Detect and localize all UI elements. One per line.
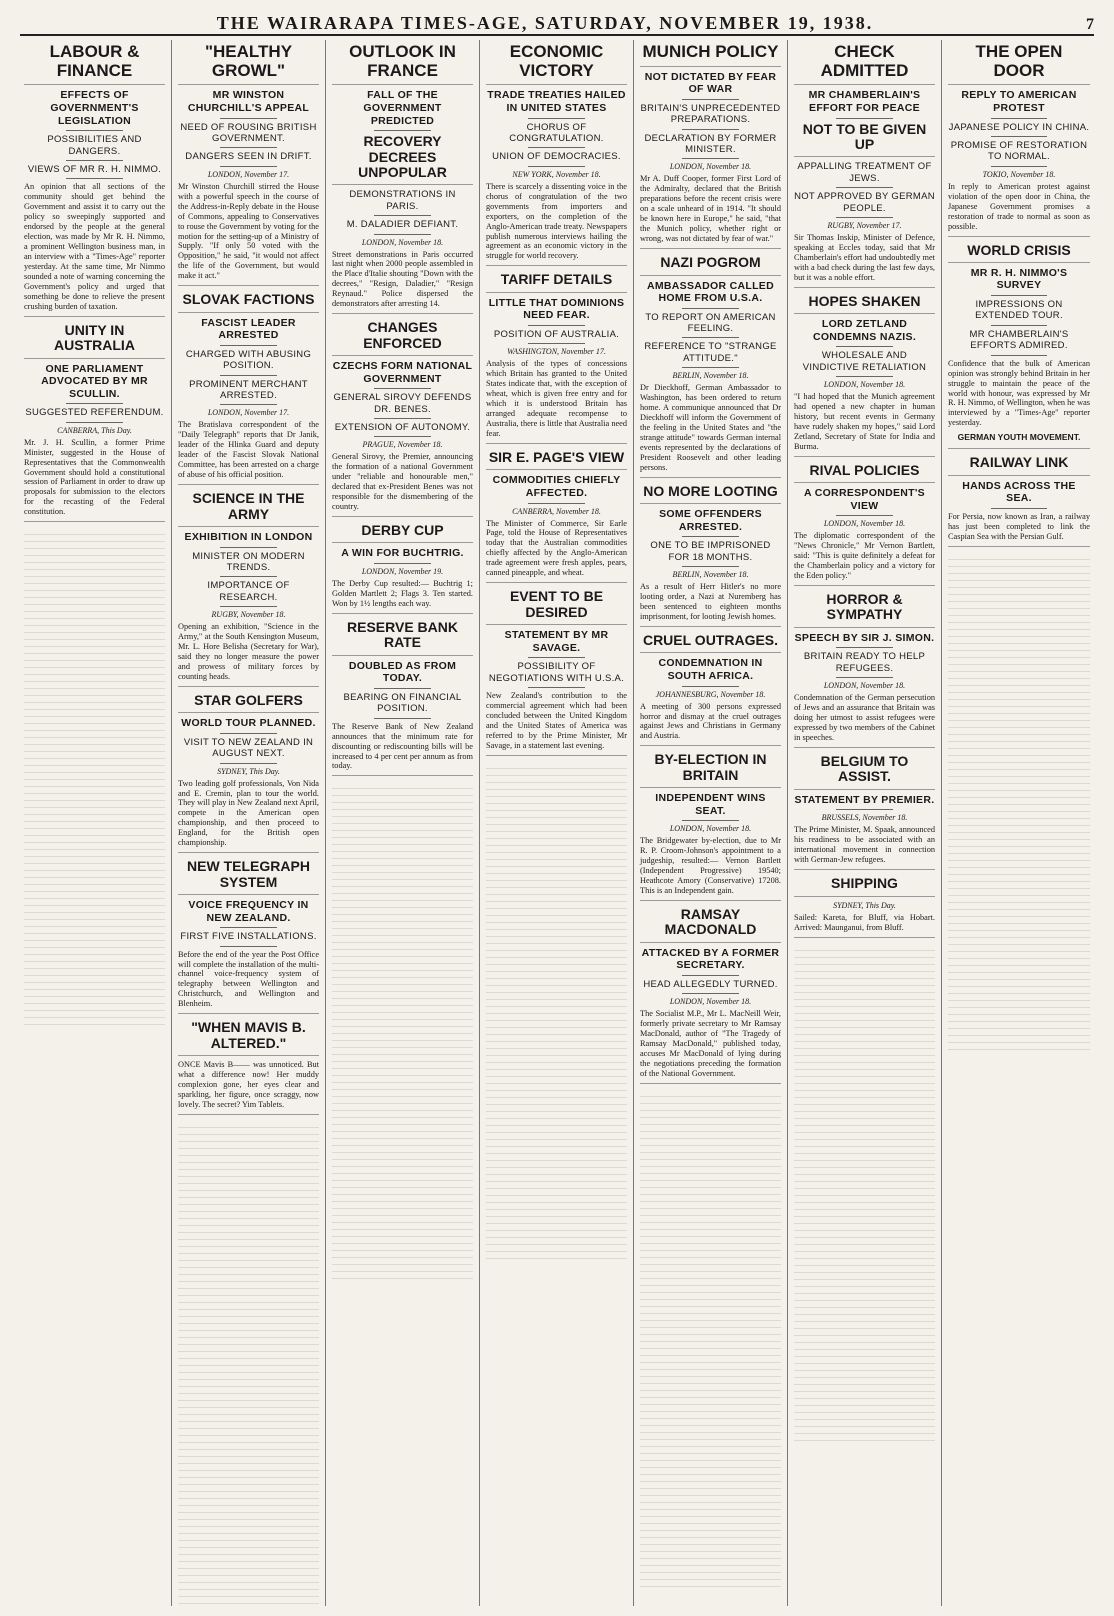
article-deck: STATEMENT BY MR SAVAGE.: [504, 629, 609, 654]
article-body: General Sirovy, the Premier, announcing the formation of a national Government under "reliable and honourable men," declared that ex-President Benes was not responsible for the dismembering of the country.: [332, 452, 473, 512]
article-body: Street demonstrations in Paris occurred last night when 2000 people assembled in the Place d'Italie shouting "Down with the decrees," "Resign, Daladier," "Resign Reynaud." Police dispersed the demonstrators after arresting 14.: [332, 249, 473, 309]
deck-rule: [528, 657, 584, 658]
article-deck: MR CHAMBERLAIN'S EFFORT FOR PEACE: [808, 89, 921, 114]
deck-rule: [528, 118, 584, 119]
article: [640, 907, 781, 1084]
deck-rule: [682, 337, 738, 338]
article-dateline: PRAGUE, November 18.: [362, 440, 443, 450]
deck-rule: [220, 946, 276, 947]
deck-rule: [991, 166, 1048, 167]
article-dateline: BERLIN, November 18.: [672, 570, 749, 580]
deck-rule: [836, 376, 892, 377]
article-body: The Prime Minister, M. Spaak, announced his readiness to be associated with an international movement in connection with German-Jew refugees.: [794, 825, 935, 865]
deck-rule: [528, 343, 584, 344]
article: [640, 633, 781, 746]
article-deck: M. DALADIER DEFIANT.: [346, 219, 459, 231]
deck-rule: [220, 576, 276, 577]
article-deck: HANDS ACROSS THE SEA.: [962, 479, 1076, 505]
article-dateline: LONDON, November 17.: [207, 408, 290, 418]
article-headline: BELGIUM TO ASSIST.: [794, 754, 935, 790]
article: [640, 484, 781, 627]
article: [640, 752, 781, 901]
continued-text-lines: [486, 762, 627, 1262]
deck-rule: [991, 355, 1048, 356]
article-body: As a result of Herr Hitler's no more looting order, a Nazi at Nuremberg has been sentenced to eighteen months imprisonment, for looting Jewish homes.: [640, 582, 781, 622]
article: [332, 43, 473, 314]
article-dateline: SYDNEY, This Day.: [833, 900, 896, 910]
article: [178, 43, 319, 286]
article-deck: PROMINENT MERCHANT ARRESTED.: [189, 378, 308, 402]
article-deck: DEMONSTRATIONS IN PARIS.: [349, 189, 456, 212]
deck-rule: [682, 820, 738, 821]
deck-rule: [682, 308, 738, 309]
article-deck: ATTACKED BY A FORMER SECRETARY.: [641, 946, 780, 972]
deck-rule: [66, 403, 122, 404]
article-deck: INDEPENDENT WINS SEAT.: [655, 792, 766, 817]
article: [486, 589, 627, 755]
article: [794, 592, 935, 748]
article-body: Opening an exhibition, "Science in the Army," at the South Kensington Museum, Mr. L. Hore Belisha (Secretary for War), said they no longer measure the power and prowess of military forces by counting heads.: [178, 622, 319, 681]
deck-rule: [220, 733, 276, 734]
article-body: ONCE Mavis B—— was unnoticed. But what a difference now! Her muddy complexion gone, her eyes clear and sparkling, her figure, once scraggy, now lovely. The secret? Yim Tablets.: [178, 1060, 319, 1109]
article-deck: COMMODITIES CHIEFLY AFFECTED.: [492, 474, 621, 499]
article-headline: SCIENCE IN THE ARMY: [178, 491, 319, 527]
deck-rule: [220, 166, 276, 167]
deck-rule: [991, 136, 1048, 137]
article-deck: FASCIST LEADER ARRESTED: [201, 316, 296, 342]
article-deck: IMPORTANCE OF RESEARCH.: [207, 580, 290, 603]
deck-rule: [682, 99, 738, 100]
article-dateline: LONDON, November 17.: [207, 169, 290, 179]
page-number: 7: [1086, 16, 1094, 33]
deck-rule: [682, 993, 738, 994]
article: [486, 450, 627, 583]
article-deck: BRITAIN'S UNPRECEDENTED PREPARATIONS.: [640, 102, 781, 126]
deck-rule: [836, 118, 892, 119]
newspaper-columns: [18, 40, 1096, 1606]
article-deck: NOT APPROVED BY GERMAN PEOPLE.: [794, 191, 935, 214]
article-headline: SIR E. PAGE'S VIEW: [486, 450, 627, 470]
article-deck: BRITAIN READY TO HELP REFUGEES.: [803, 651, 926, 674]
article-deck: DANGERS SEEN IN DRIFT.: [185, 151, 312, 163]
article: [178, 693, 319, 853]
article-deck: A WIN FOR BUCHTRIG.: [341, 547, 464, 560]
deck-rule: [66, 422, 122, 423]
article-deck: JAPANESE POLICY IN CHINA.: [948, 121, 1090, 133]
deck-rule: [682, 129, 738, 130]
article-headline: CRUEL OUTRAGES.: [640, 633, 781, 653]
article-body: For Persia, now known as Iran, a railway has just been completed to link the Caspian Sea with the Persian Gulf.: [948, 511, 1090, 541]
deck-rule: [374, 130, 430, 131]
article-deck: HEAD ALLEGEDLY TURNED.: [643, 979, 778, 991]
article: [794, 294, 935, 457]
deck-rule: [220, 763, 276, 764]
article-deck: NOT DICTATED BY FEAR OF WAR: [644, 70, 777, 96]
deck-rule: [66, 160, 122, 161]
article-headline: NO MORE LOOTING: [640, 484, 781, 504]
article-body: The Derby Cup resulted:— Buchtrig 1; Golden Martlett 2; Flags 3. Ten started. Won by 1½ lengths each way.: [332, 579, 473, 608]
deck-rule: [220, 375, 276, 376]
article-headline: HOPES SHAKEN: [794, 294, 935, 314]
article-body: Sir Thomas Inskip, Minister of Defence, speaking at Eccles today, said that Mr Chamberlain's effort had undoubtedly met with a bad check during the last few days, but it was a noble effort.: [794, 232, 935, 282]
deck-rule: [682, 367, 738, 368]
article-body: Sailed: Kareta, for Bluff, via Hobart. Arrived: Maunganui, from Bluff.: [794, 912, 935, 932]
article-deck: EFFECTS OF GOVERNMENT'S LEGISLATION: [50, 89, 139, 127]
article-dateline: RUGBY, November 17.: [827, 220, 902, 230]
deck-rule: [220, 547, 276, 548]
article-dateline: NEW YORK, November 18.: [512, 169, 601, 179]
article: [178, 859, 319, 1014]
article-subhead: GERMAN YOUTH MOVEMENT.: [957, 432, 1081, 443]
deck-rule: [682, 158, 738, 159]
deck-rule: [220, 147, 276, 148]
deck-rule: [220, 345, 276, 346]
deck-rule: [991, 508, 1048, 509]
article-deck: FIRST FIVE INSTALLATIONS.: [180, 931, 317, 943]
deck-rule: [682, 686, 738, 687]
article-dateline: CANBERRA, November 18.: [512, 506, 601, 516]
article-dateline: LONDON, November 18.: [669, 824, 752, 834]
article-deck: APPALLING TREATMENT OF JEWS.: [797, 161, 932, 184]
article: [948, 455, 1090, 546]
article-headline: MUNICH POLICY: [640, 43, 781, 67]
article-body: Mr Winston Churchill stirred the House with a powerful speech in the course of the Address-in-Reply debate in the House of Commons, appealing to Conservatives to rouse the Government by voting for the motion for the setting-up of a Ministry of Supply. "If only 50 voted with the Opposition," he said, "it would not affect the life of the Government, but would make it act.": [178, 181, 319, 281]
article-deck: CHORUS OF CONGRATULATION.: [509, 121, 604, 144]
article-headline: RAMSAY MACDONALD: [640, 907, 781, 943]
article-dateline: BRUSSELS, November 18.: [821, 813, 908, 823]
article-dateline: LONDON, November 18.: [823, 380, 906, 390]
deck-rule: [836, 346, 892, 347]
deck-rule: [836, 515, 892, 516]
article-headline: SLOVAK FACTIONS: [178, 292, 319, 312]
article-dateline: LONDON, November 18.: [669, 162, 752, 172]
column-6: [788, 40, 942, 1606]
continued-text-lines: [948, 553, 1090, 1053]
article: [178, 292, 319, 485]
article-dateline: LONDON, November 18.: [823, 519, 906, 529]
article-headline: NEW TELEGRAPH SYSTEM: [178, 859, 319, 895]
article: [948, 43, 1090, 237]
article-dateline: LONDON, November 18.: [361, 237, 444, 247]
deck-rule: [374, 215, 430, 216]
column-2: [172, 40, 326, 1606]
article-deck: LITTLE THAT DOMINIONS NEED FEAR.: [488, 296, 625, 322]
article-deck: EXTENSION OF AUTONOMY.: [334, 421, 471, 433]
article-headline: BY-ELECTION IN BRITAIN: [640, 752, 781, 788]
article-deck: CZECHS FORM NATIONAL GOVERNMENT: [332, 360, 473, 385]
article-headline: NAZI POGROM: [640, 255, 781, 275]
deck-rule: [836, 647, 892, 648]
deck-rule: [66, 178, 122, 179]
article-headline: UNITY IN AUSTRALIA: [24, 323, 165, 359]
article: [794, 754, 935, 870]
deck-rule: [220, 927, 276, 928]
column-4: [480, 40, 634, 1606]
article-deck: UNION OF DEMOCRACIES.: [492, 151, 621, 163]
article-deck: STATEMENT BY PREMIER.: [794, 793, 935, 806]
deck-rule: [374, 234, 430, 235]
article-deck: POSSIBILITY OF NEGOTIATIONS WITH U.S.A.: [488, 661, 625, 684]
column-7: [942, 40, 1096, 1606]
article-body: There is scarcely a dissenting voice in the chorus of congratulation of the two governments from importers and exporters, on the completion of the Anglo-American trade treaty. Newspapers publish numerous interviews hailing the agreement as an economic victory in the struggle for world recovery.: [486, 181, 627, 261]
deck-rule: [220, 404, 276, 405]
article-deck: ONE PARLIAMENT ADVOCATED BY MR SCULLIN.: [41, 362, 148, 400]
article: [486, 272, 627, 444]
masthead: [20, 6, 1094, 36]
article-deck: VIEWS OF MR R. H. NIMMO.: [27, 163, 162, 175]
article-headline: OUTLOOK IN FRANCE: [332, 43, 473, 85]
deck-rule: [220, 606, 276, 607]
article-deck: MR CHAMBERLAIN'S EFFORTS ADMIRED.: [969, 328, 1069, 352]
article-deck: EXHIBITION IN LONDON: [184, 530, 313, 543]
article-body: Mr A. Duff Cooper, former First Lord of the Admiralty, declared that the British preparations before the recent crisis were on a scale unheard of in 1914. "It should be known here in Europe," he said, "that the Munich policy, whether right or wrong, was not dictated by fear of war.": [640, 174, 781, 244]
deck-rule: [220, 118, 276, 119]
article-deck: BEARING ON FINANCIAL POSITION.: [343, 691, 462, 715]
deck-rule: [836, 217, 892, 218]
column-3: [326, 40, 480, 1606]
article: [948, 243, 1090, 450]
article-deck: DOUBLED AS FROM TODAY.: [348, 659, 457, 685]
deck-rule: [991, 325, 1048, 326]
article-deck: FALL OF THE GOVERNMENT PREDICTED: [363, 89, 442, 127]
article-body: Condemnation of the German persecution of Jews and an assurance that Britain was doing her utmost to assist refugees were expressed by two members of the Cabinet in speeches.: [794, 693, 935, 743]
article-headline: WORLD CRISIS: [948, 243, 1090, 263]
deck-rule: [528, 166, 584, 167]
deck-rule: [991, 295, 1048, 296]
article-deck: TRADE TREATIES HAILED IN UNITED STATES: [487, 89, 626, 114]
article-dateline: WASHINGTON, November 17.: [507, 347, 606, 357]
article-deck: MR WINSTON CHURCHILL'S APPEAL: [187, 89, 310, 114]
article-headline: TARIFF DETAILS: [486, 272, 627, 292]
article-deck: CHARGED WITH ABUSING POSITION.: [185, 348, 312, 372]
article-body: The Minister of Commerce, Sir Earle Page, told the House of Representatives today that the Australian commodities chiefly affected by the Anglo-American trade agreement were fresh apples, pears, canned pineapple, and wheat.: [486, 518, 627, 578]
article-deck: GENERAL SIROVY DEFENDS DR. BENES.: [333, 392, 472, 415]
article-body: Mr. J. H. Scullin, a former Prime Minister, suggested in the House of Representatives that the Commonwealth Government should hold a constitutional session of Parliament in order to draw up proposals for submission to the electors for the recasting of the Federal constitution.: [24, 437, 165, 517]
deck-rule: [528, 503, 584, 504]
article-dateline: JOHANNESBURG, November 18.: [655, 689, 766, 699]
article-dateline: SYDNEY, This Day.: [217, 766, 280, 776]
article-body: Confidence that the bulk of American opinion was strongly behind Britain in her struggle to maintain the peace of the world with honour, was expressed by Mr R. H. Nimmo, of Wellington, when he was interviewed by a "Times-Age" reporter yesterday.: [948, 358, 1090, 428]
article-body: The Bratislava correspondent of the "Daily Telegraph" reports that Dr Janik, leader of the Hlinka Guard and deputy leader of the Fascist Slovak National Committee, has been arrested on a charge of abuse of his official position.: [178, 420, 319, 480]
deck-rule: [374, 388, 430, 389]
article-headline: CHECK ADMITTED: [794, 43, 935, 85]
article-deck: REFERENCE TO "STRANGE ATTITUDE.": [644, 341, 777, 364]
article-deck: CONDEMNATION IN SOUTH AFRICA.: [658, 657, 763, 682]
article: [332, 523, 473, 614]
article-subheadline: NOT TO BE GIVEN UP: [794, 122, 935, 158]
column-5: [634, 40, 788, 1606]
article-deck: REPLY TO AMERICAN PROTEST: [961, 89, 1077, 114]
article-body: The Socialist M.P., Mr L. MacNeill Weir, formerly private secretary to Mr Ramsay MacDonald, author of "The Tragedy of Ramsay MacDonald," published today, accuses Mr MacDonald of lying during the negotiations preceding the formation of the National Government.: [640, 1009, 781, 1079]
article-dateline: TOKIO, November 18.: [982, 169, 1056, 179]
article: [794, 463, 935, 586]
article-deck: VOICE FREQUENCY IN NEW ZEALAND.: [188, 899, 309, 924]
article-body: In reply to American protest against violation of the open door in China, the Japanese Government promises a restoration of trade to normal as soon as possible.: [948, 181, 1090, 231]
article-deck: MR R. H. NIMMO'S SURVEY: [970, 266, 1068, 292]
article: [332, 320, 473, 517]
deck-rule: [682, 566, 738, 567]
deck-rule: [374, 688, 430, 689]
article-deck: NEED OF ROUSING BRITISH GOVERNMENT.: [180, 121, 317, 144]
deck-rule: [991, 118, 1048, 119]
article-dateline: LONDON, November 18.: [823, 681, 906, 691]
article-headline: "WHEN MAVIS B. ALTERED.": [178, 1020, 319, 1056]
article-dateline: CANBERRA, This Day.: [57, 425, 132, 435]
article: [178, 491, 319, 687]
article-body: Before the end of the year the Post Office will complete the installation of the multi-channel voice-frequency system of telegraphy between Wellington and Christchurch, and Wellington and Blenheim.: [178, 949, 319, 1009]
article-headline: STAR GOLFERS: [178, 693, 319, 713]
deck-rule: [66, 130, 122, 131]
article: [640, 43, 781, 249]
article-headline: SHIPPING: [794, 876, 935, 896]
article-body: "I had hoped that the Munich agreement had opened a new chapter in human history, but recent events in Germany have rudely shaken my hopes," said Lord Zetland, Secretary of State for India and Burma.: [794, 392, 935, 451]
article-deck: AMBASSADOR CALLED HOME FROM U.S.A.: [646, 279, 774, 305]
article-deck: MINISTER ON MODERN TRENDS.: [192, 550, 305, 573]
article-headline: DERBY CUP: [332, 523, 473, 543]
article-body: New Zealand's contribution to the commercial agreement which had been concluded between the United Kingdom and the United States of America was referred to by the Prime Minister, Mr Savage, in a statement last evening.: [486, 691, 627, 750]
article-deck: SOME OFFENDERS ARRESTED.: [659, 508, 762, 533]
deck-rule: [374, 418, 430, 419]
continued-text-lines: [332, 782, 473, 1282]
article-body: A meeting of 300 persons expressed horror and dismay at the cruel outrages against Jews and Christians in Germany and Austria.: [640, 701, 781, 741]
deck-rule: [374, 436, 430, 437]
article-deck: ONE TO BE IMPRISONED FOR 18 MONTHS.: [650, 540, 771, 563]
article: [486, 43, 627, 266]
article-deck: LORD ZETLAND CONDEMNS NAZIS.: [812, 318, 917, 343]
article-deck: TO REPORT ON AMERICAN FEELING.: [645, 311, 776, 335]
article-headline: LABOUR & FINANCE: [24, 43, 165, 85]
deck-rule: [836, 677, 892, 678]
article-dateline: LONDON, November 18.: [669, 997, 752, 1007]
article: [794, 876, 935, 937]
article-deck: SUGGESTED REFERENDUM.: [25, 407, 164, 419]
deck-rule: [836, 187, 892, 188]
deck-rule: [528, 147, 584, 148]
article-dateline: RUGBY, November 18.: [211, 610, 286, 620]
article-body: Dr Dieckhoff, German Ambassador to Washington, has been ordered to return home. A communique announced that Dr Dieckhoff will inform the Government of the feeling in the United States and "the strange attitude" towards German internal events represented by the declarations of President Roosevelt and other leading persons.: [640, 383, 781, 472]
article: [24, 323, 165, 523]
article-deck: IMPRESSIONS ON EXTENDED TOUR.: [975, 299, 1063, 322]
article-subheadline: RECOVERY DECREES UNPOPULAR: [332, 134, 473, 185]
article-headline: ECONOMIC VICTORY: [486, 43, 627, 85]
article: [178, 1020, 319, 1115]
article-deck: POSITION OF AUSTRALIA.: [493, 328, 620, 340]
newspaper-title: THE WAIRARAPA TIMES-AGE, SATURDAY, NOVEMBER 19, 1938.: [216, 13, 874, 33]
article: [640, 255, 781, 478]
continued-text-lines: [178, 1121, 319, 1606]
article-headline: RIVAL POLICIES: [794, 463, 935, 483]
deck-rule: [836, 809, 892, 810]
article-body: The Reserve Bank of New Zealand announces that the minimum rate for discounting or rediscounting bills will be increased to 4 per cent per annum as from today.: [332, 721, 473, 771]
article-deck: WHOLESALE AND VINDICTIVE RETALIATION: [802, 350, 927, 373]
article-headline: EVENT TO BE DESIRED: [486, 589, 627, 625]
article-body: The Bridgewater by-election, due to Mr R. P. Croom-Johnson's appointment to a judgeship, resulted:— Vernon Bartlett (Independent Progressive) 19540; Heathcote Amory (Conservative) 17208. This is an Independent gain.: [640, 836, 781, 896]
article-body: The diplomatic correspondent of the "News Chronicle," Mr Vernon Bartlett, said: "This is quite definitely a defeat for the Chamberlain policy and a victory for the Eden policy.": [794, 531, 935, 581]
article-deck: VISIT TO NEW ZEALAND IN AUGUST NEXT.: [183, 736, 314, 760]
article-headline: RAILWAY LINK: [948, 455, 1090, 475]
article-headline: CHANGES ENFORCED: [332, 320, 473, 356]
deck-rule: [374, 718, 430, 719]
deck-rule: [682, 975, 738, 976]
article-deck: POSSIBILITIES AND DANGERS.: [47, 134, 142, 157]
article: [332, 620, 473, 777]
column-1: [18, 40, 172, 1606]
deck-rule: [374, 563, 430, 564]
continued-text-lines: [640, 1090, 781, 1590]
article-headline: THE OPEN DOOR: [948, 43, 1090, 85]
continued-text-lines: [794, 944, 935, 1444]
article-deck: SPEECH BY SIR J. SIMON.: [794, 631, 935, 644]
article-dateline: BERLIN, November 18.: [672, 371, 749, 381]
deck-rule: [528, 687, 584, 688]
article-headline: HORROR & SYMPATHY: [794, 592, 935, 628]
deck-rule: [682, 536, 738, 537]
article-deck: PROMISE OF RESTORATION TO NORMAL.: [950, 139, 1088, 163]
article: [794, 43, 935, 288]
article-body: Two leading golf professionals, Von Nida and E. Cremin, plan to tour the world. They will play in New Zealand next April, compete in the American open championship, and then proceed to England, for the British open championship.: [178, 778, 320, 848]
article: [24, 43, 165, 317]
article-body: An opinion that all sections of the community should get behind the Government and assist it to carry out the policy so sweepingly supported and endorsed by the people at the general election, was made by Mr R. H. Nimmo, a prominent Wellington business man, in an interview with a "Times-Age" reporter yesterday. At the same time, Mr Nimmo sounded a note of warning concerning the Government's policy and urged that something be done to relieve the present crushing burden of taxation.: [24, 182, 165, 311]
article-dateline: LONDON, November 19.: [361, 567, 444, 577]
continued-text-lines: [24, 528, 165, 1028]
article-deck: A CORRESPONDENT'S VIEW: [804, 487, 925, 512]
article-headline: RESERVE BANK RATE: [332, 620, 473, 656]
deck-rule: [528, 325, 584, 326]
article-body: Analysis of the types of concessions which Britain has granted to the United States indicate that, with the exception of wheat, which is given free entry and for which it is understood Britain has arranged adequate recompense to Australia, there is little that Australia need fear.: [486, 359, 627, 438]
article-deck: DECLARATION BY FORMER MINISTER.: [644, 132, 777, 156]
article-deck: WORLD TOUR PLANNED.: [181, 717, 316, 730]
article-headline: "HEALTHY GROWL": [178, 43, 319, 85]
